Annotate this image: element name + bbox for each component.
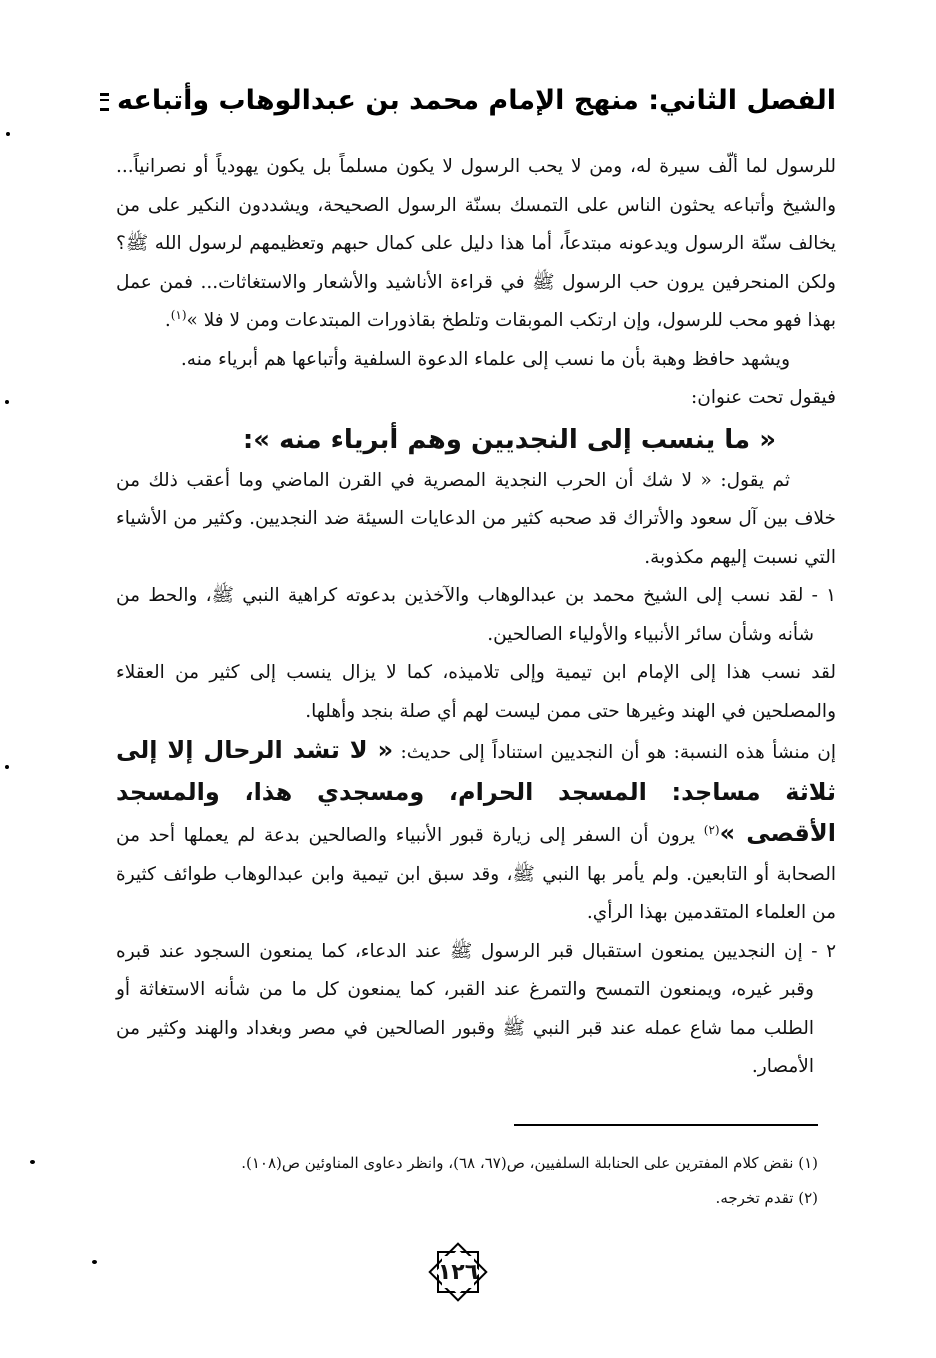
list-item-1: ١ - لقد نسب إلى الشيخ محمد بن عبدالوهاب والآخذين بدعوته كراهية النبي ﷺ، والحط من شأنه وشأن سائر الأنبياء والأولياء الصالحين. [116, 585, 836, 645]
paragraph-6 [116, 731, 836, 933]
scan-speck [30, 1160, 35, 1164]
paragraph-1 [116, 148, 836, 341]
scan-speck [5, 765, 9, 769]
list-item-2: ٢ - إن النجديين يمنعون استقبال قبر الرسول ﷺ عند الدعاء، كما يمنعون السجود عند قبره وقبر غيره، ويمنعون التمسح والتمرغ عند القبر، كما يمنعون كل ما من شأنه الاستغاثة أو الطلب مما شاع عمله عند قبر النبي ﷺ وقبور الصالحين في مصر وبغداد والهند وكثير من الأمصار. [116, 940, 836, 1077]
hadith-quote: « لا تشد الرحال إلا إلى ثلاثة مساجد: المسجد الحرام، ومسجدي هذا، والمسجد الأقصى » [116, 736, 836, 847]
paragraph-6-intro: إن منشأ هذه النسبة: هو أن النجديين استناداً إلى حديث: [400, 742, 836, 763]
page-number-badge [426, 1240, 490, 1304]
paragraph-4: ثم يقول: « لا شك أن الحرب النجدية المصرية في القرن الماضي وما أعقب ذلك من خلاف بين آل سعود والأتراك قد صحبه كثير من الدعايات السيئة ضد النجديين. وكثير من الأشياء التي نسبت إليهم مكذوبة. [116, 469, 836, 568]
paragraph-1-text: للرسول لما ألّف سيرة له، ومن لا يحب الرسول لا يكون مسلماً بل يكون يهودياً أو نصرانياً... والشيخ وأتباعه يحثون الناس على التمسك بسنّة الرسول الصحيحة، ويشددون النكير على من يخالف سنّة الرسول ويدعونه مبتدعاً، أما هذا دليل على كمال حبهم وتعظيمهم لرسول الله ﷺ؟ ولكن المنحرفين يرون حب الرسول ﷺ في قراءة الأناشيد والأشعار والاستغاثات... فمن عمل بهذا فهو محب للرسول، وإن ارتكب الموبقات وتلطخ بقاذورات المبتدعات ومن لا فلا » [116, 156, 836, 331]
footnote-2: (٢) تقدم تخرجه. [715, 1189, 818, 1207]
scan-speck [5, 400, 9, 404]
paragraph-2: ويشهد حافظ وهبة بأن ما نسب إلى علماء الدعوة السلفية وأتباعها هم أبرياء منه. [180, 348, 790, 370]
chapter-title: الفصل الثاني: منهج الإمام محمد بن عبدالوهاب وأتباعه [117, 84, 836, 116]
main-text [116, 148, 836, 1087]
footnotes [118, 1146, 818, 1216]
footnote-1: (١) نقض كلام المفترين على الحنابلة السلفيين، ص(٦٧، ٦٨)، وانظر دعاوى المناوئين ص(١٠٨). [241, 1154, 818, 1172]
paragraph-5: لقد نسب هذا إلى الإمام ابن تيمية وإلى تلاميذه، كما لا يزال ينسب إلى كثير من العقلاء والمصلحين في الهند وغيرها حتى ممن ليست لهم أي صلة بنجد وأهلها. [116, 662, 836, 722]
footnote-separator [514, 1124, 818, 1126]
footnote-ref-2: (٢) [703, 822, 720, 837]
running-header [100, 78, 836, 122]
paragraph-3: فيقول تحت عنوان: [691, 387, 836, 408]
section-heading: « ما ينسب إلى النجديين وهم أبرياء منه »: [242, 424, 776, 455]
paragraph-1-end: . [164, 310, 171, 331]
footnote-ref-1: (١) [170, 307, 187, 322]
paragraph-6-rest: يرون أن السفر إلى زيارة قبور الأنبياء والصالحين بدعة لم يعملها أحد من الصحابة أو التابعين. ولم يأمر بها النبي ﷺ، وقد سبق ابن تيمية وابن عبدالوهاب طوائف كثيرة من العلماء المتقدمين بهذا الرأي. [116, 825, 836, 923]
scan-speck [92, 1260, 97, 1264]
page-number: ١٢٦ [437, 1259, 479, 1285]
header-rule [100, 93, 109, 111]
scan-speck [6, 132, 10, 136]
